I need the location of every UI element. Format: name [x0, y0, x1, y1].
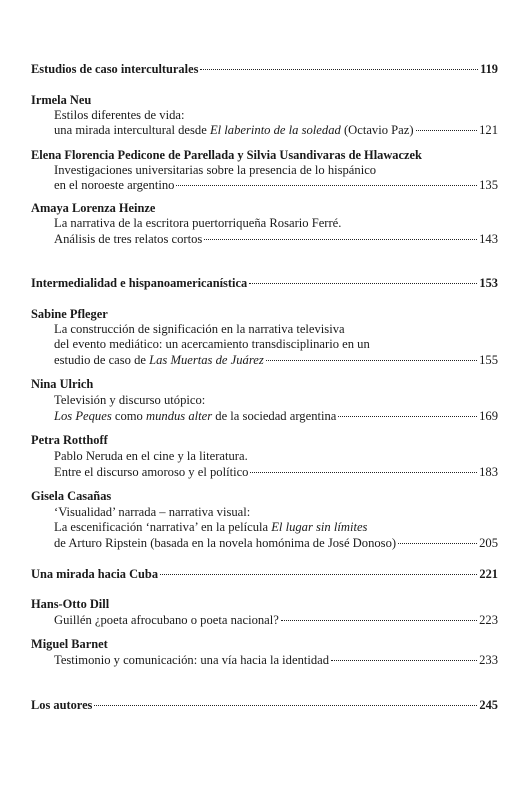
entry-title-line: ‘Visualidad’ narrada – narrativa visual: [54, 505, 251, 519]
entry-title-line: de Arturo Ripstein (basada en la novela homónima de José Donoso) [54, 536, 397, 550]
dot-leader [176, 185, 477, 186]
toc-entry [54, 465, 498, 481]
page-number: 205 [479, 536, 498, 550]
dot-leader [249, 283, 477, 284]
dot-leader [416, 130, 478, 131]
dot-leader [338, 416, 477, 417]
page-number: 119 [480, 62, 498, 76]
entry-title-line: Testimonio y comunicación: una vía hacia la identidad [54, 653, 330, 667]
entry-title-line: Estilos diferentes de vida: [54, 108, 185, 122]
dot-leader [200, 69, 478, 70]
entry-author: Nina Ulrich [31, 377, 94, 391]
entry-title-line: Análisis de tres relatos cortos [54, 232, 203, 246]
section-title: Los autores [31, 698, 93, 712]
toc-entry [54, 653, 498, 669]
entry-author: Miguel Barnet [31, 637, 108, 651]
toc-entry [54, 178, 498, 194]
page-number: 169 [479, 409, 498, 423]
toc-entry [54, 409, 498, 425]
page-number: 143 [479, 232, 498, 246]
page-number: 245 [479, 698, 498, 712]
section-autores [31, 698, 498, 714]
dot-leader [160, 574, 477, 575]
entry-title-line: estudio de caso de Las Muertas de Juárez [54, 353, 264, 367]
entry-title-line: Los Peques como mundus alter de la sociedad argentina [54, 409, 337, 423]
section-cuba [31, 567, 498, 583]
page-number: 121 [479, 123, 498, 137]
entry-title-line: una mirada intercultural desde El laberinto de la soledad (Octavio Paz) [54, 123, 414, 137]
entry-title-line: La narrativa de la escritora puertorriqueña Rosario Ferré. [54, 216, 342, 230]
section-title: Estudios de caso interculturales [31, 62, 199, 76]
page-number: 155 [479, 353, 498, 367]
dot-leader [204, 239, 477, 240]
toc-entry [54, 536, 498, 552]
entry-title-line: Televisión y discurso utópico: [54, 393, 206, 407]
page-number: 233 [479, 653, 498, 667]
entry-author: Irmela Neu [31, 93, 92, 107]
page-number: 135 [479, 178, 498, 192]
toc-entry [54, 613, 498, 629]
section-title: Intermedialidad e hispanoamericanística [31, 276, 248, 290]
dot-leader [266, 360, 477, 361]
section-estudios [31, 62, 498, 78]
entry-author: Hans-Otto Dill [31, 597, 110, 611]
page-number: 223 [479, 613, 498, 627]
entry-title-line: Investigaciones universitarias sobre la presencia de lo hispánico [54, 163, 377, 177]
toc-entry [54, 123, 498, 139]
page-number: 153 [479, 276, 498, 290]
entry-title-line: Entre el discurso amoroso y el político [54, 465, 249, 479]
entry-title-line: Guillén ¿poeta afrocubano o poeta nacional? [54, 613, 279, 627]
entry-author: Sabine Pfleger [31, 307, 108, 321]
entry-title-line: del evento mediático: un acercamiento transdisciplinario en un [54, 337, 370, 351]
entry-author: Elena Florencia Pedicone de Parellada y Silvia Usandivaras de Hlawaczek [31, 148, 422, 162]
entry-title-line: La construcción de significación en la narrativa televisiva [54, 322, 345, 336]
toc-entry [54, 353, 498, 369]
dot-leader [250, 472, 477, 473]
entry-title-line: en el noroeste argentino [54, 178, 175, 192]
entry-title-line: Pablo Neruda en el cine y la literatura. [54, 449, 248, 463]
dot-leader [94, 705, 477, 706]
dot-leader [281, 620, 477, 621]
entry-author: Gisela Casañas [31, 489, 112, 503]
dot-leader [331, 660, 477, 661]
page-number: 221 [479, 567, 498, 581]
entry-author: Amaya Lorenza Heinze [31, 201, 156, 215]
section-title: Una mirada hacia Cuba [31, 567, 159, 581]
page-number: 183 [479, 465, 498, 479]
dot-leader [398, 543, 477, 544]
entry-author: Petra Rotthoff [31, 433, 108, 447]
entry-title-line: La escenificación ‘narrativa’ en la película El lugar sin límites [54, 520, 368, 534]
section-intermedialidad [31, 276, 498, 292]
toc-entry [54, 232, 498, 248]
